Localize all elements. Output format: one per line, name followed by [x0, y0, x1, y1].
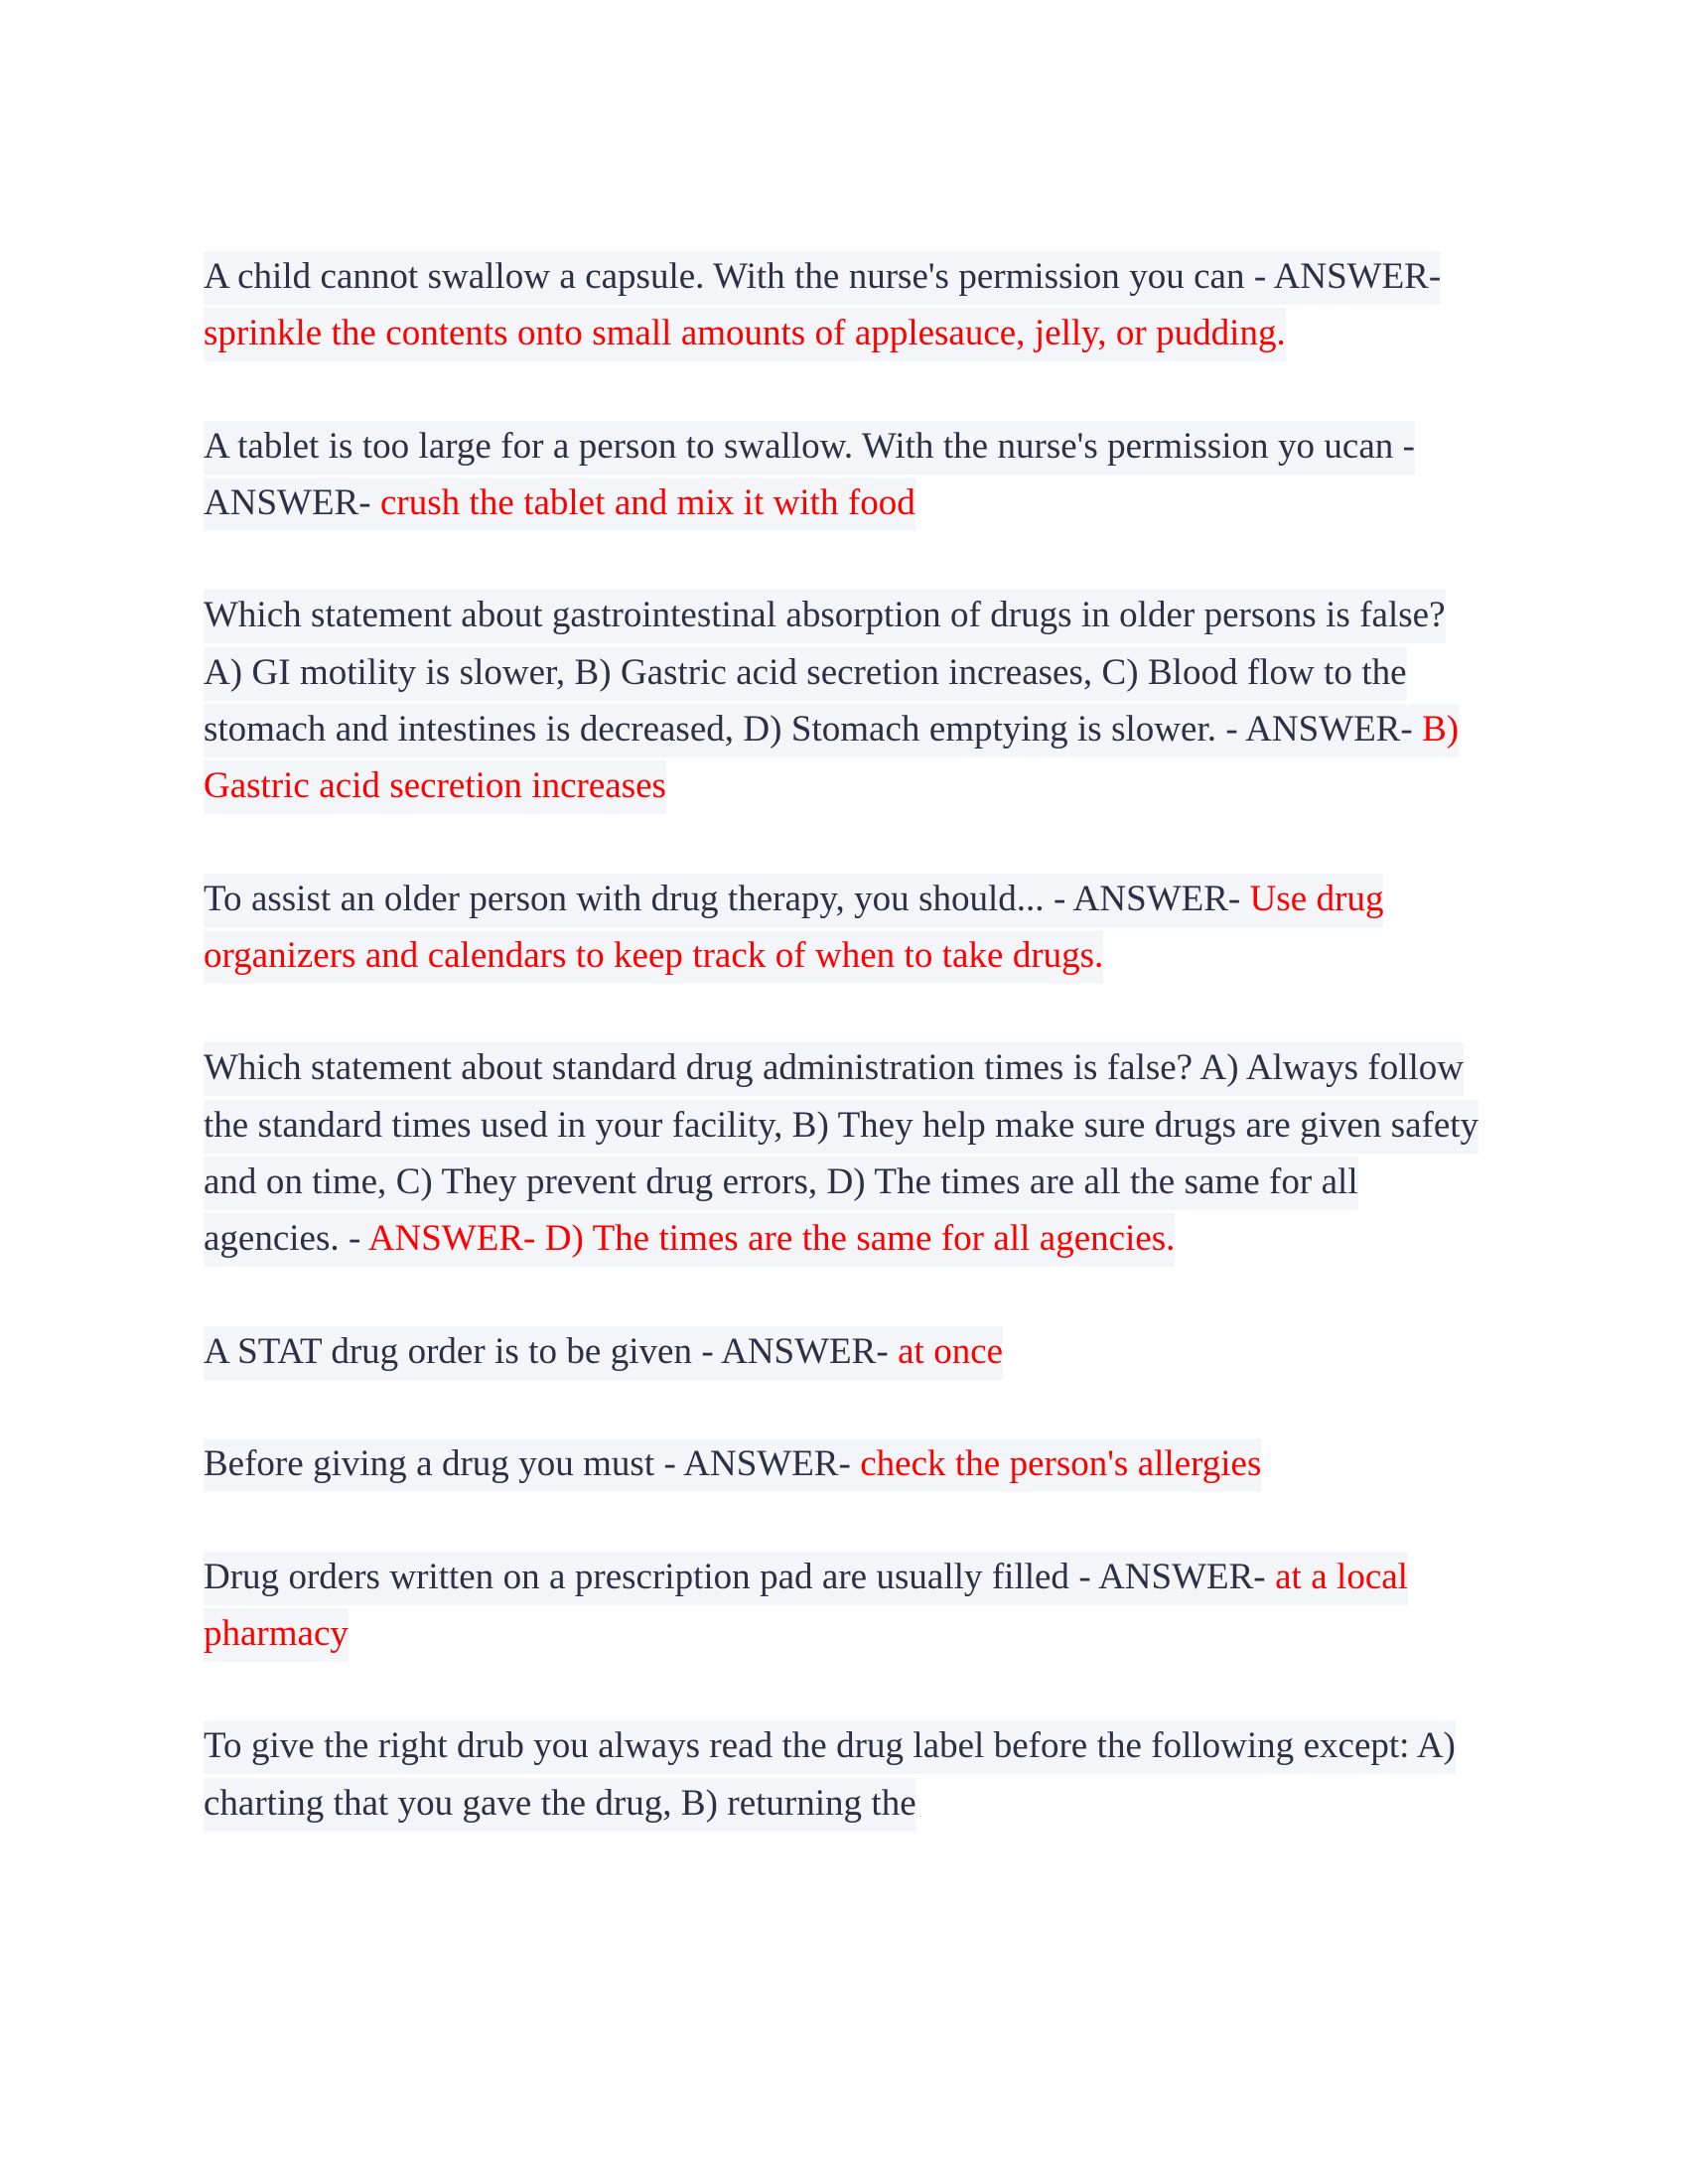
answer-text: B) Gastric acid secretion increases — [204, 704, 1459, 814]
question-text: To give the right drub you always read the drug label before the following except: A) charting that you gave the drug, B) returning the — [204, 1720, 1456, 1831]
qa-block — [204, 871, 1489, 985]
qa-block — [204, 1039, 1489, 1267]
qa-block — [204, 1323, 1489, 1380]
answer-text: check the person's allergies — [860, 1438, 1261, 1492]
question-text: Which statement about gastrointestinal absorption of drugs in older persons is false? A) GI motility is slower, B) Gastric acid secretion increases, C) Blood flow to the stomach and intestines is decreased, D) Stomach emptying is slower. - ANSWER- — [204, 590, 1446, 757]
answer-text: at once — [889, 1326, 1003, 1380]
question-text: A tablet is too large for a person to swallow. With the nurse's permission yo ucan - ANSWER- — [204, 421, 1415, 531]
question-text: A STAT drug order is to be given - ANSWER- — [204, 1326, 889, 1380]
question-text: Which statement about standard drug administration times is false? A) Always follow the standard times used in your facility, B) They help make sure drugs are given safety and on time, C) They prevent drug errors, D) The times are all the same for all agencies. - — [204, 1042, 1478, 1267]
document-body — [199, 248, 1489, 1832]
question-text: Before giving a drug you must - ANSWER- — [204, 1438, 860, 1492]
answer-text: sprinkle the contents onto small amounts of applesauce, jelly, or pudding. — [204, 308, 1286, 361]
qa-block — [204, 587, 1489, 814]
qa-block — [204, 1717, 1489, 1832]
question-text: To assist an older person with drug therapy, you should... - ANSWER- — [204, 874, 1250, 927]
qa-block — [204, 248, 1489, 362]
qa-block — [204, 418, 1489, 532]
answer-text: ANSWER- D) The times are the same for all agencies. — [368, 1213, 1176, 1267]
qa-block — [204, 1549, 1489, 1663]
qa-block — [204, 1435, 1489, 1492]
answer-text: Use drug organizers and calendars to keep track of when to take drugs. — [204, 874, 1383, 984]
question-text: A child cannot swallow a capsule. With the nurse's permission you can - ANSWER- — [204, 251, 1441, 305]
question-text: Drug orders written on a prescription pad are usually filled - ANSWER- — [204, 1552, 1275, 1605]
answer-text: crush the tablet and mix it with food — [380, 478, 915, 531]
answer-text: at a local pharmacy — [204, 1552, 1408, 1662]
